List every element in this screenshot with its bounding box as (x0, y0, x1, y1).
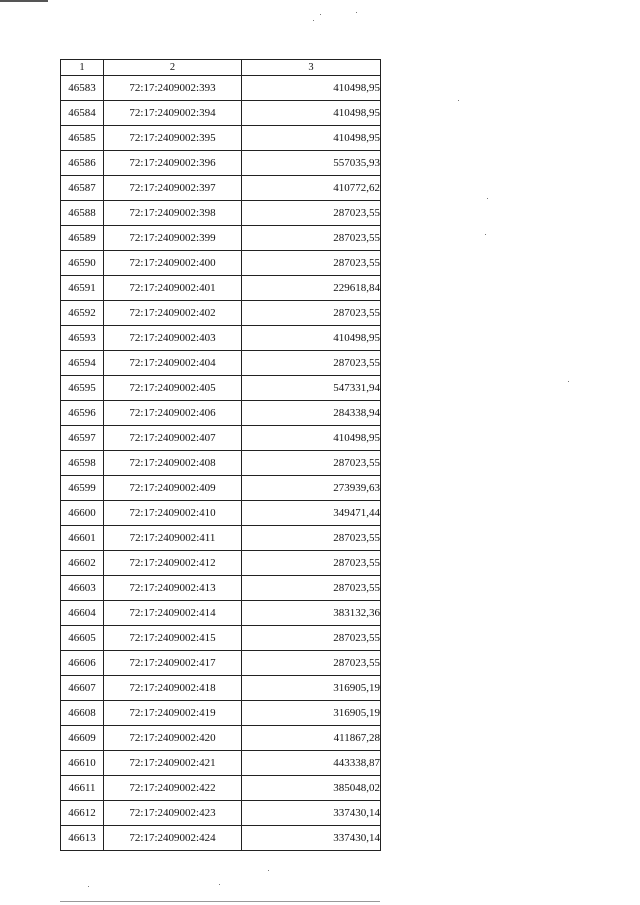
cadastral-number-cell: 72:17:2409002:397 (104, 176, 242, 201)
table-row (61, 126, 381, 151)
table-row (61, 101, 381, 126)
cadastral-number-cell: 72:17:2409002:409 (104, 476, 242, 501)
table-row (61, 751, 381, 776)
table-row (61, 726, 381, 751)
cadastral-value-cell: 410498,95 (242, 101, 381, 126)
row-number-cell: 46604 (61, 601, 104, 626)
row-number-cell: 46596 (61, 401, 104, 426)
scan-dot (88, 886, 89, 887)
column-header-1: 1 (61, 60, 104, 76)
table-row (61, 276, 381, 301)
table-row (61, 301, 381, 326)
cadastral-number-cell: 72:17:2409002:423 (104, 801, 242, 826)
table-row (61, 151, 381, 176)
cadastral-number-cell: 72:17:2409002:420 (104, 726, 242, 751)
cadastral-number-cell: 72:17:2409002:408 (104, 451, 242, 476)
cadastral-value-cell: 411867,28 (242, 726, 381, 751)
column-header-2: 2 (104, 60, 242, 76)
table-row (61, 401, 381, 426)
cadastral-number-cell: 72:17:2409002:400 (104, 251, 242, 276)
cadastral-value-cell: 229618,84 (242, 276, 381, 301)
table-header-row (61, 60, 381, 76)
cadastral-number-cell: 72:17:2409002:415 (104, 626, 242, 651)
cadastral-number-cell: 72:17:2409002:407 (104, 426, 242, 451)
cadastral-number-cell: 72:17:2409002:403 (104, 326, 242, 351)
cadastral-value-cell: 287023,55 (242, 551, 381, 576)
cadastral-number-cell: 72:17:2409002:411 (104, 526, 242, 551)
table-row (61, 201, 381, 226)
cadastral-value-cell: 316905,19 (242, 676, 381, 701)
cadastral-number-cell: 72:17:2409002:398 (104, 201, 242, 226)
cadastral-number-cell: 72:17:2409002:405 (104, 376, 242, 401)
row-number-cell: 46591 (61, 276, 104, 301)
row-number-cell: 46607 (61, 676, 104, 701)
row-number-cell: 46611 (61, 776, 104, 801)
table-row (61, 701, 381, 726)
scan-edge-top (0, 0, 48, 2)
cadastral-value-cell: 287023,55 (242, 226, 381, 251)
cadastral-value-cell: 410498,95 (242, 426, 381, 451)
cadastral-number-cell: 72:17:2409002:417 (104, 651, 242, 676)
cadastral-value-cell: 443338,87 (242, 751, 381, 776)
row-number-cell: 46602 (61, 551, 104, 576)
cadastral-number-cell: 72:17:2409002:404 (104, 351, 242, 376)
row-number-cell: 46587 (61, 176, 104, 201)
row-number-cell: 46603 (61, 576, 104, 601)
cadastral-number-cell: 72:17:2409002:418 (104, 676, 242, 701)
cadastral-number-cell: 72:17:2409002:402 (104, 301, 242, 326)
scan-dot (268, 870, 269, 871)
cadastral-number-cell: 72:17:2409002:393 (104, 76, 242, 101)
table-row (61, 501, 381, 526)
cadastral-value-cell: 337430,14 (242, 826, 381, 851)
cadastral-number-cell: 72:17:2409002:399 (104, 226, 242, 251)
table-row (61, 826, 381, 851)
column-header-3: 3 (242, 60, 381, 76)
cadastral-value-cell: 287023,55 (242, 201, 381, 226)
cadastral-number-cell: 72:17:2409002:406 (104, 401, 242, 426)
cadastral-number-cell: 72:17:2409002:394 (104, 101, 242, 126)
scan-edge-bottom (60, 901, 380, 902)
table-row (61, 226, 381, 251)
row-number-cell: 46588 (61, 201, 104, 226)
scan-dot (313, 20, 314, 21)
cadastral-value-cell: 410498,95 (242, 326, 381, 351)
cadastral-value-cell: 410498,95 (242, 126, 381, 151)
row-number-cell: 46593 (61, 326, 104, 351)
table-row (61, 426, 381, 451)
cadastral-number-cell: 72:17:2409002:421 (104, 751, 242, 776)
row-number-cell: 46612 (61, 801, 104, 826)
row-number-cell: 46600 (61, 501, 104, 526)
row-number-cell: 46594 (61, 351, 104, 376)
row-number-cell: 46608 (61, 701, 104, 726)
row-number-cell: 46590 (61, 251, 104, 276)
cadastral-value-cell: 547331,94 (242, 376, 381, 401)
cadastral-value-cell: 284338,94 (242, 401, 381, 426)
table-row (61, 801, 381, 826)
cadastral-value-cell: 287023,55 (242, 451, 381, 476)
row-number-cell: 46601 (61, 526, 104, 551)
cadastral-value-cell: 287023,55 (242, 251, 381, 276)
cadastral-value-cell: 316905,19 (242, 701, 381, 726)
table-row (61, 526, 381, 551)
table-row (61, 626, 381, 651)
table-row (61, 76, 381, 101)
cadastral-value-cell: 287023,55 (242, 626, 381, 651)
row-number-cell: 46610 (61, 751, 104, 776)
table-row (61, 376, 381, 401)
cadastral-value-cell: 410772,62 (242, 176, 381, 201)
cadastral-number-cell: 72:17:2409002:396 (104, 151, 242, 176)
cadastral-value-cell: 337430,14 (242, 801, 381, 826)
scan-dot (485, 234, 486, 235)
row-number-cell: 46589 (61, 226, 104, 251)
cadastral-number-cell: 72:17:2409002:395 (104, 126, 242, 151)
table-row (61, 476, 381, 501)
table-row (61, 176, 381, 201)
cadastral-value-cell: 273939,63 (242, 476, 381, 501)
cadastral-number-cell: 72:17:2409002:422 (104, 776, 242, 801)
scan-dot (487, 198, 488, 199)
cadastral-number-cell: 72:17:2409002:414 (104, 601, 242, 626)
row-number-cell: 46583 (61, 76, 104, 101)
row-number-cell: 46584 (61, 101, 104, 126)
cadastral-value-cell: 383132,36 (242, 601, 381, 626)
cadastral-value-cell: 287023,55 (242, 301, 381, 326)
cadastral-value-cell: 287023,55 (242, 351, 381, 376)
row-number-cell: 46606 (61, 651, 104, 676)
cadastral-value-cell: 410498,95 (242, 76, 381, 101)
cadastral-value-cell: 287023,55 (242, 576, 381, 601)
table-row (61, 576, 381, 601)
table-row (61, 451, 381, 476)
table-row (61, 551, 381, 576)
table-row (61, 326, 381, 351)
scan-dot (568, 381, 569, 382)
table-row (61, 251, 381, 276)
cadastral-value-cell: 349471,44 (242, 501, 381, 526)
row-number-cell: 46595 (61, 376, 104, 401)
cadastral-number-cell: 72:17:2409002:419 (104, 701, 242, 726)
scan-dot (356, 12, 357, 13)
row-number-cell: 46585 (61, 126, 104, 151)
row-number-cell: 46609 (61, 726, 104, 751)
table-row (61, 651, 381, 676)
scan-dot (320, 14, 321, 15)
row-number-cell: 46586 (61, 151, 104, 176)
cadastral-number-cell: 72:17:2409002:401 (104, 276, 242, 301)
table-row (61, 351, 381, 376)
table-row (61, 676, 381, 701)
scan-dot (458, 100, 459, 101)
table-row (61, 776, 381, 801)
row-number-cell: 46605 (61, 626, 104, 651)
row-number-cell: 46592 (61, 301, 104, 326)
cadastral-number-cell: 72:17:2409002:410 (104, 501, 242, 526)
table-row (61, 601, 381, 626)
cadastral-value-cell: 287023,55 (242, 651, 381, 676)
cadastral-number-cell: 72:17:2409002:412 (104, 551, 242, 576)
cadastral-value-cell: 287023,55 (242, 526, 381, 551)
scan-dot (219, 884, 220, 885)
cadastral-number-cell: 72:17:2409002:424 (104, 826, 242, 851)
cadastral-value-cell: 557035,93 (242, 151, 381, 176)
cadastral-value-table (60, 59, 381, 851)
row-number-cell: 46598 (61, 451, 104, 476)
cadastral-value-cell: 385048,02 (242, 776, 381, 801)
row-number-cell: 46613 (61, 826, 104, 851)
cadastral-number-cell: 72:17:2409002:413 (104, 576, 242, 601)
row-number-cell: 46599 (61, 476, 104, 501)
row-number-cell: 46597 (61, 426, 104, 451)
